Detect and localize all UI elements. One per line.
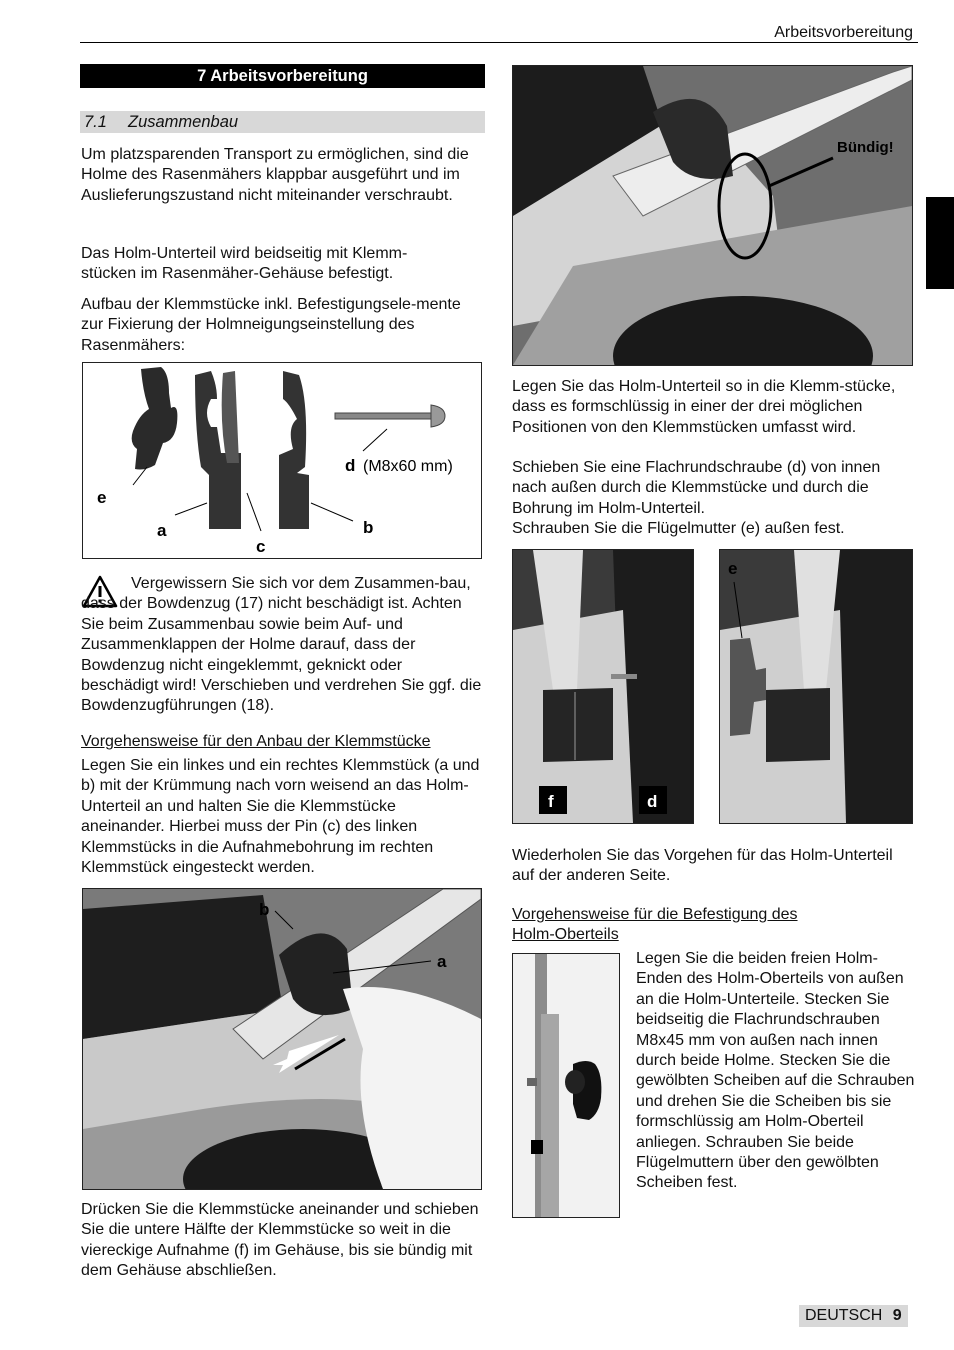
repeat-other-side-text: Wiederholen Sie das Vorgehen für das Holm-Unterteil auf der anderen Seite.: [512, 847, 893, 885]
photo-label-f: f: [548, 792, 554, 811]
lower-handle-paragraph: Das Holm-Unterteil wird beidseitig mit Klemm-stücken im Rasenmäher-Gehäuse befestigt.: [81, 245, 408, 283]
section-title: 7 Arbeitsvorbereitung: [197, 67, 368, 85]
label-a: a: [157, 521, 167, 540]
clamp-procedure-heading: Vorgehensweise für den Anbau der Klemmstücke: [81, 733, 431, 750]
insert-bolt-text: Schieben Sie eine Flachrundschraube (d) von innen nach außen durch die Klemmstücke und durch die Bohrung im Holm-Unterteil.: [512, 459, 881, 517]
running-title: Arbeitsvorbereitung: [774, 24, 913, 41]
clamp-right-image: [279, 371, 309, 529]
photo-label-d: d: [647, 792, 658, 811]
wing-nut-photo: [719, 549, 913, 824]
header-rule: [80, 42, 918, 43]
tighten-nut-text: Schrauben Sie die Flügelmutter (e) außen fest.: [512, 520, 845, 537]
bolt-image: [335, 405, 445, 427]
section-title-bar: [80, 64, 485, 88]
place-handle-text: Legen Sie das Holm-Unterteil so in die Klemm-stücke, dass es formschlüssig in einer der drei möglichen Positionen von den Klemmstücken umfasst wird.: [512, 378, 896, 436]
subsection-bar: [80, 111, 485, 133]
label-c: c: [256, 537, 266, 556]
label-d: d: [345, 456, 356, 475]
warning-text: Vergewissern Sie sich vor dem Zusammen-bau, dass der Bowdenzug (17) nicht beschädigt ist. Achten Sie beim Zusammenbau sowie beim Auf- und Zusammenklappen der Holme darauf, dass der Bowdenzug nicht eingeklemmt, geknickt oder beschädigt wird! Verschieben und verdrehen Sie ggf. die Bowdenzugführungen (18).: [81, 575, 482, 715]
subsection-title: Zusammenbau: [128, 113, 239, 131]
page-number: 9: [892, 1307, 902, 1324]
flush-fit-photo: [512, 65, 913, 366]
bolt-insertion-photo: [512, 549, 694, 824]
clamp-parts-paragraph: Aufbau der Klemmstücke inkl. Befestigungsele-mente zur Fixierung der Holmneigungseinstellung des Rasenmähers:: [81, 296, 461, 354]
clamp-mounting-photo: [82, 888, 482, 1190]
flush-label: Bündig!: [837, 139, 894, 156]
photo-label-e: e: [728, 559, 738, 578]
push-clamps-text: Drücken Sie die Klemmstücke aneinander und schieben Sie die untere Hälfte der Klemmstücke so weit in die viereckige Aufnahme (f) im Gehäuse, bis sie bündig mit dem Gehäuse abschließen.: [81, 1201, 479, 1280]
upper-handle-heading: Vorgehensweise für die Befestigung des Holm-Oberteils: [512, 906, 798, 944]
intro-paragraph: Um platzsparenden Transport zu ermöglichen, sind die Holme des Rasenmähers klappbar ausgeführt und im Auslieferungszustand nicht miteinander verschraubt.: [81, 146, 469, 204]
subsection-number: 7.1: [84, 113, 107, 131]
label-e: e: [97, 488, 107, 507]
upper-handle-photo: [512, 953, 620, 1218]
wing-nut-image: [132, 367, 178, 470]
label-b: b: [363, 518, 374, 537]
upper-handle-text: Legen Sie die beiden freien Holm-Enden des Holm-Oberteils von außen an die Holm-Unterteile. Stecken Sie beidseitig die Flachrundschrauben M8x45 mm von außen nach innen durch beide Holme. Stecken Sie die gewölbten Scheiben auf die Schrauben und drehen Sie die Scheiben bis sie formschlüssig am Holm-Oberteil anliegen. Schrauben Sie beide Flügelmuttern über den gewölbten Scheiben fest.: [636, 950, 915, 1192]
photo-label-b: b: [259, 900, 270, 919]
chapter-thumb-tab: [926, 197, 954, 289]
clamp-parts-figure: [82, 362, 482, 559]
footer-label: [799, 1305, 908, 1327]
photo-label-a: a: [437, 952, 447, 971]
footer-language: DEUTSCH: [805, 1307, 883, 1324]
clamp-procedure-text: Legen Sie ein linkes und ein rechtes Klemmstück (a und b) mit der Krümmung nach vorn weisend an das Holm-Unterteil an und halten Sie die Klemmstücke aneinander. Hierbei muss der Pin (c) des linken Klemmstücks in die Aufnahmebohrung im rechten Klemmstück eingesteckt werden.: [81, 757, 480, 877]
bolt-spec: (M8x60 mm): [363, 458, 453, 475]
